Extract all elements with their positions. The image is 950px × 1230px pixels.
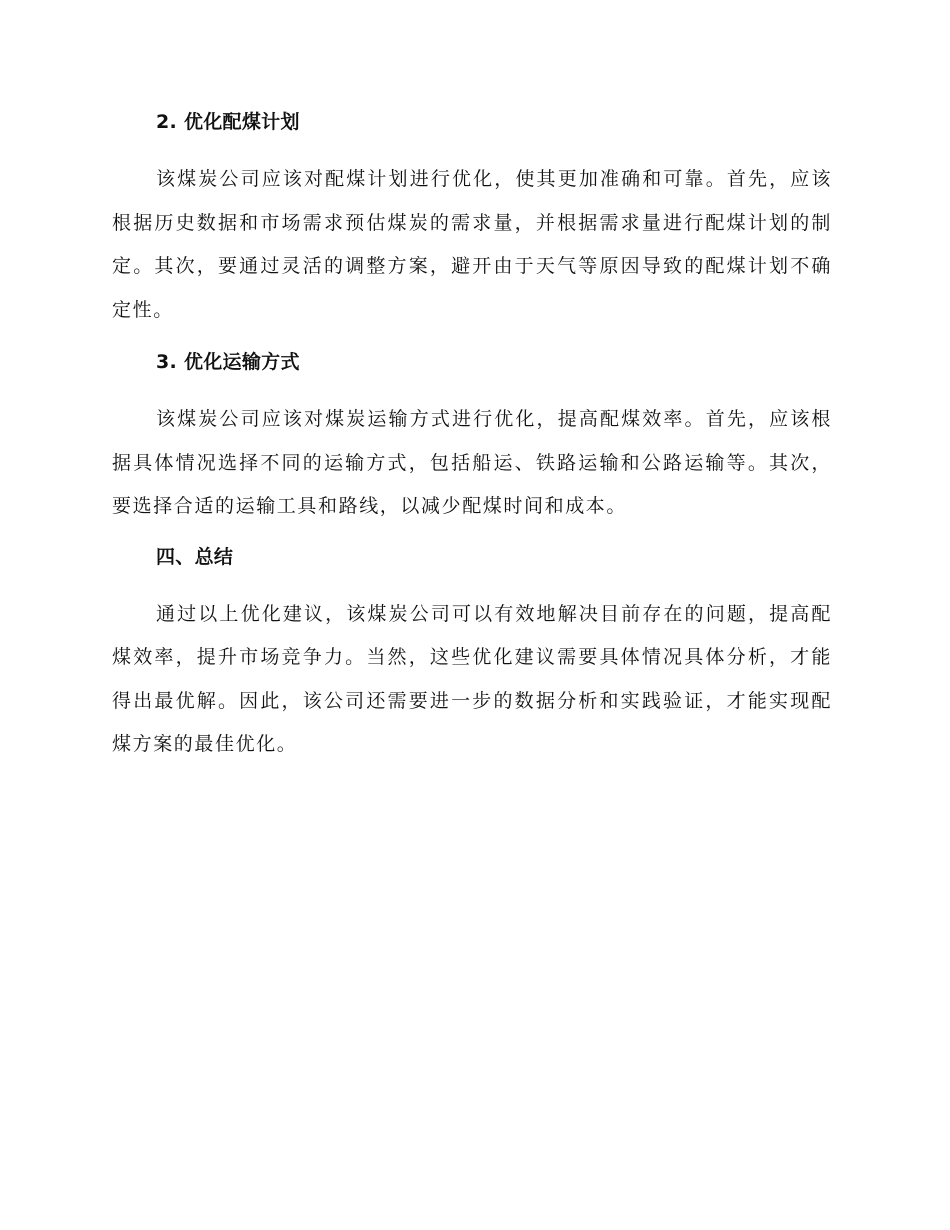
section-paragraph-optimize-blending-plan: 该煤炭公司应该对配煤计划进行优化，使其更加准确和可靠。首先，应该根据历史数据和市场需求预估煤炭的需求量，并根据需求量进行配煤计划的制定。其次，要通过灵活的调整方案，避开由于天气等原因导致的配煤计划不确定性。 — [112, 168, 832, 321]
section-paragraph-summary: 通过以上优化建议，该煤炭公司可以有效地解决目前存在的问题，提高配煤效率，提升市场竞争力。当然，这些优化建议需要具体情况具体分析，才能得出最优解。因此，该公司还需要进一步的数据分析和实践验证，才能实现配煤方案的最佳优化。 — [112, 602, 832, 755]
section-heading-optimize-transport: 3. 优化运输方式 — [156, 351, 300, 373]
section-heading-optimize-blending-plan: 2. 优化配煤计划 — [156, 111, 300, 133]
section-paragraph-optimize-transport: 该煤炭公司应该对煤炭运输方式进行优化，提高配煤效率。首先，应该根据具体情况选择不同的运输方式，包括船运、铁路运输和公路运输等。其次，要选择合适的运输工具和路线，以减少配煤时间和成本。 — [112, 408, 832, 517]
document-body — [112, 108, 832, 767]
section-heading-summary: 四、总结 — [156, 545, 234, 568]
